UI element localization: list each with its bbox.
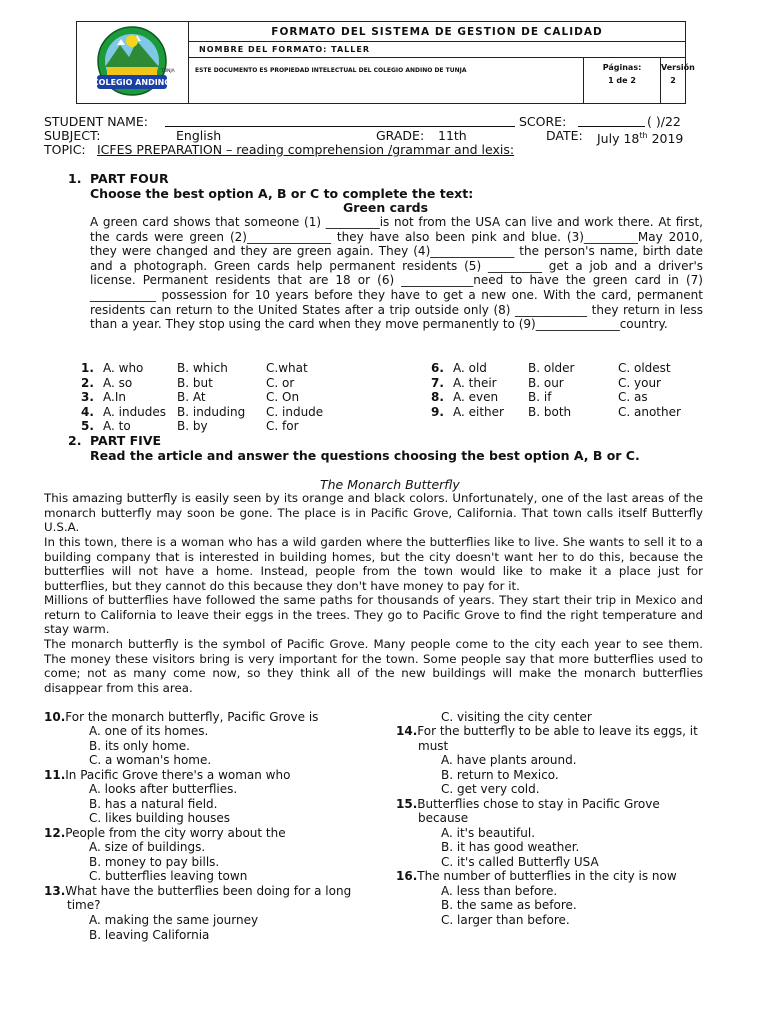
question-text-cont: must [418,739,449,753]
student-name-field[interactable] [165,126,515,127]
option-row: 6. [431,361,444,375]
answer-a[interactable]: A. one of its homes. [89,724,209,738]
option-c[interactable]: C. for [266,419,299,433]
answer-a[interactable]: A. making the same journey [89,913,259,927]
ownership-note: ESTE DOCUMENTO ES PROPIEDAD INTELECTUAL DEL COLEGIO ANDINO DE TUNJA [189,58,584,103]
answer-a[interactable]: A. have plants around. [441,753,577,767]
green-cards-title: Green cards [343,200,429,215]
version-value: 2 [670,76,676,85]
subject-label: SUBJECT: [44,128,101,143]
question-text: Butterflies chose to stay in Pacific Grove [417,797,660,811]
answer-c[interactable]: C. butterflies leaving town [89,869,248,883]
option-b[interactable]: B. if [528,390,552,404]
system-title: FORMATO DEL SISTEMA DE GESTION DE CALIDAD [189,22,685,42]
answer-a[interactable]: A. looks after butterflies. [89,782,238,796]
answer-b[interactable]: B. leaving California [89,928,210,942]
question-text: What have the butterflies been doing for a long [65,884,352,898]
school-logo [77,23,187,103]
part5-number: 2. [68,433,82,448]
answer-c[interactable]: C. larger than before. [441,913,570,927]
score-field[interactable] [578,126,645,127]
option-c[interactable]: C. On [266,390,300,404]
answer-b[interactable]: B. return to Mexico. [441,768,559,782]
pages-value: 1 de 2 [608,76,636,85]
option-row: 3. [81,390,94,404]
option-c[interactable]: C. or [266,376,295,390]
part5-title: PART FIVE [90,433,162,448]
logo-city: TUNJA [161,69,175,74]
version-label: Versión [661,63,695,72]
subject-value: English [176,128,222,143]
option-a[interactable]: A. who [103,361,144,375]
option-c[interactable]: C.what [266,361,308,375]
option-b[interactable]: B. At [177,390,206,404]
option-c[interactable]: C. indude [266,405,324,419]
option-c[interactable]: C. as [618,390,648,404]
date-label: DATE: [546,128,583,143]
part4-title: PART FOUR [90,171,169,186]
article-paragraph-2: In this town, there is a woman who has a wild garden where the butterflies like to live. She wants to sell it to a building company that is interested in building homes, but the city doesn't want her to do this, because the butterflies will not have a home. Instead, people from the town would like to make it a place just for butterflies, but they cannot do this because they don't have money to pay for it. [44,535,703,593]
school-logo-cell [77,22,189,103]
score-value: ( )/22 [647,114,681,129]
answer-a[interactable]: A. less than before. [441,884,558,898]
option-c[interactable]: C. your [618,376,661,390]
part4-number: 1. [68,171,82,186]
option-a[interactable]: A. even [453,390,499,404]
pages-label: Páginas: [602,63,642,72]
question-text: People from the city worry about the [65,826,286,840]
option-row: 7. [431,376,444,390]
question-text: In Pacific Grove there's a woman who [65,768,291,782]
option-b[interactable]: B. induding [177,405,246,419]
grade-label: GRADE: [376,128,425,143]
version-cell [661,58,695,103]
answer-a[interactable]: A. size of buildings. [89,840,206,854]
answer-b[interactable]: B. it has good weather. [441,840,580,854]
option-c[interactable]: C. oldest [618,361,671,375]
date-value: July 18th 2019 [597,131,684,147]
answer-b[interactable]: B. the same as before. [441,898,577,912]
answer-c[interactable]: C. it's called Butterfly USA [441,855,599,869]
grade-value: 11th [438,128,467,143]
answer-c[interactable]: C. a woman's home. [89,753,212,767]
article-paragraph-3: Millions of butterflies have followed the same paths for thousands of years. They start their trip in Mexico and return to California to leave their eggs in the trees. They go to Pacific Grove to find the right temperature and stay warm. [44,593,703,636]
option-row: 4. [81,405,94,419]
option-b[interactable]: B. which [177,361,228,375]
answer-c[interactable]: C. visiting the city center [441,710,592,724]
option-b[interactable]: B. but [177,376,213,390]
part4-instruction: Choose the best option A, B or C to complete the text: [90,186,474,201]
score-label: SCORE: [519,114,567,129]
option-a[interactable]: A. old [453,361,487,375]
topic-label: TOPIC: [44,142,86,157]
question-text-cont: time? [67,898,101,912]
option-b[interactable]: B. our [528,376,564,390]
option-a[interactable]: A. so [103,376,133,390]
option-row: 1. [81,361,94,375]
answer-c[interactable]: C. likes building houses [89,811,230,825]
question-text: For the butterfly to be able to leave its eggs, it [417,724,698,738]
topic-value: ICFES PREPARATION – reading comprehension /grammar and lexis: [97,142,515,157]
article-title: The Monarch Butterfly [320,477,460,492]
answer-b[interactable]: B. its only home. [89,739,190,753]
question-text: The number of butterflies in the city is now [417,869,677,883]
answer-b[interactable]: B. has a natural field. [89,797,218,811]
article-paragraph-4: The monarch butterfly is the symbol of Pacific Grove. Many people come to the city each year to see them. The money these visitors bring is very important for the town. Some people say that more butterflies used to come; not as many come now, so they think all of the new buildings will make the monarch butterflies disappear from this area. [44,637,703,695]
option-b[interactable]: B. both [528,405,572,419]
logo-text: COLEGIO ANDINO [92,78,172,87]
article-paragraph-1: This amazing butterfly is easily seen by its orange and black colors. Unfortunately, one of the last areas of the monarch butterfly may soon be gone. The place is in Pacific Grove, California. That town calls itself Butterfly U.S.A. [44,491,703,534]
student-name-label: STUDENT NAME: [44,114,148,129]
option-row: 8. [431,390,444,404]
option-c[interactable]: C. another [618,405,681,419]
part5-instruction: Read the article and answer the questions choosing the best option A, B or C. [90,448,640,463]
option-b[interactable]: B. by [177,419,208,433]
option-a[interactable]: A. indudes [103,405,167,419]
option-a[interactable]: A. to [103,419,131,433]
option-row: 2. [81,376,94,390]
question-text-cont: because [418,811,469,825]
option-a[interactable]: A. either [453,405,504,419]
option-b[interactable]: B. older [528,361,575,375]
option-row: 5. [81,419,94,433]
question-text: For the monarch butterfly, Pacific Grove is [65,710,319,724]
answer-b[interactable]: B. money to pay bills. [89,855,220,869]
green-cards-paragraph: A green card shows that someone (1) _________is not from the USA can live and work there. At first, the cards were green (2)______________ they have also been pink and blue. (3)_________May 2010, they were changed and they are green again. They (4)______________ the person's name, birth date and a photograph. Green cards help permanent residents (5) _________ get a job and a driver's license. Permanent residents that are 18 or (6) ____________need to have the green card in (7) ___________ possession for 10 years before they have to get a new one. With the card, permanent residents can return to the United States after a trip outside only (8) ____________ they return in less than a year. They stop using the card when they move permanently to (9)______________country. [90,215,703,332]
pages-cell [584,58,661,103]
answer-a[interactable]: A. it's beautiful. [441,826,536,840]
format-name: NOMBRE DEL FORMATO: TALLER [189,42,685,58]
option-a[interactable]: A.In [103,390,126,404]
option-row: 9. [431,405,444,419]
option-a[interactable]: A. their [453,376,497,390]
document-header-table [76,21,695,104]
answer-c[interactable]: C. get very cold. [441,782,540,796]
